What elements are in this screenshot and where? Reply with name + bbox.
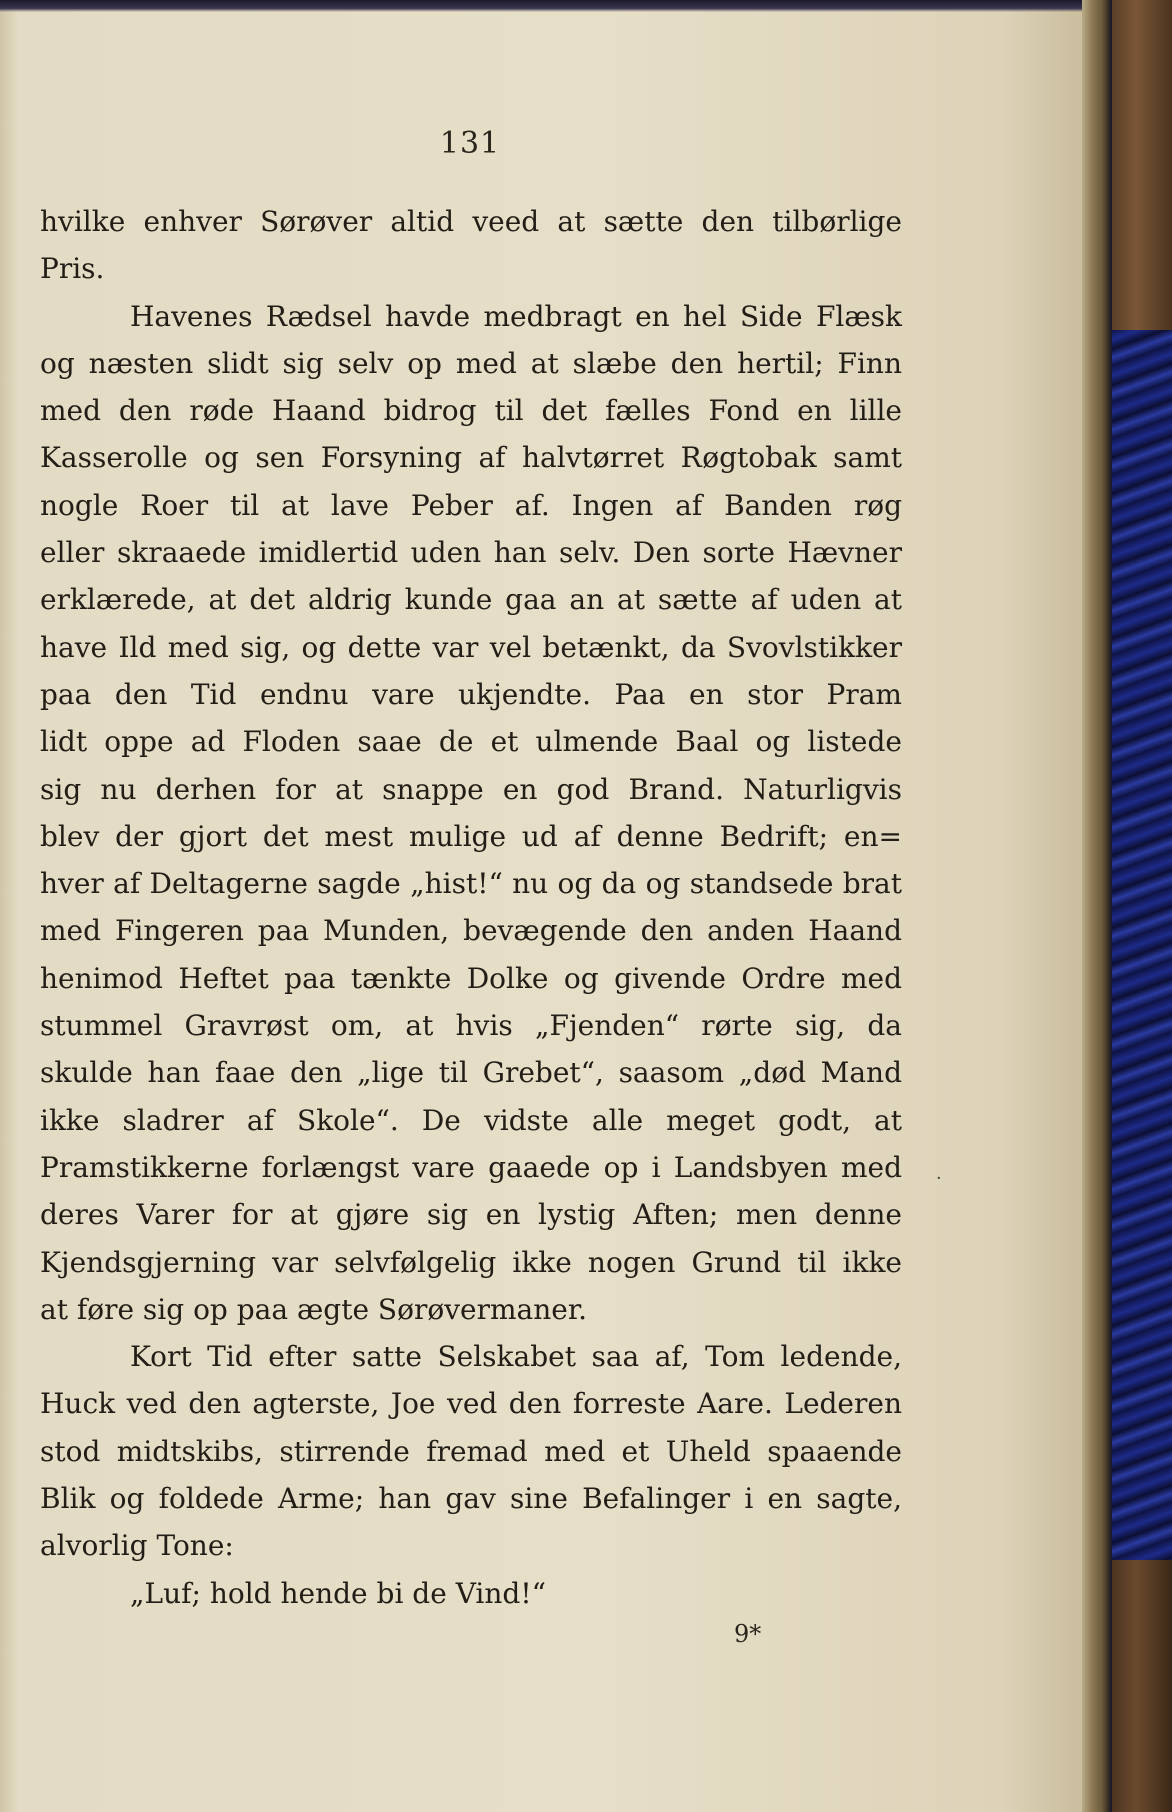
page-number: 131 xyxy=(439,126,501,161)
text-line: Kort Tid efter satte Selskabet saa af, Tom ledende, xyxy=(130,1340,902,1374)
text-line: og næsten slidt sig selv op med at slæbe den hertil; Finn xyxy=(40,346,902,380)
text-line: Kjendsgjerning var selvfølgelig ikke nogen Grund til ikke xyxy=(40,1245,902,1279)
text-line: „Luf; hold hende bi de Vind!“ xyxy=(130,1576,546,1610)
text-line: alvorlig Tone: xyxy=(40,1529,234,1563)
top-edge-shadow xyxy=(0,0,1172,12)
binding-leather-bottom xyxy=(1112,1560,1172,1812)
text-line: lidt oppe ad Floden saae de et ulmende Baal og listede xyxy=(40,725,902,759)
text-line: Blik og foldede Arme; han gav sine Befalinger i en sagte, xyxy=(40,1482,902,1516)
text-line: erklærede, at det aldrig kunde gaa an at sætte af uden at xyxy=(40,583,902,617)
text-line: paa den Tid endnu vare ukjendte. Paa en stor Pram xyxy=(40,677,902,711)
text-line: Kasserolle og sen Forsyning af halvtørret Røgtobak samt xyxy=(40,441,902,475)
text-line: deres Varer for at gjøre sig en lystig Aften; men denne xyxy=(40,1198,902,1232)
text-line: Pramstikkerne forlængst vare gaaede op i Landsbyen med xyxy=(40,1150,902,1184)
text-line: eller skraaede imidlertid uden han selv. Den sorte Hævner xyxy=(40,536,902,570)
text-line: med Fingeren paa Munden, bevægende den anden Haand xyxy=(40,914,902,948)
page-text xyxy=(40,198,902,1617)
text-line: hver af Deltagerne sagde „hist!“ nu og da og standsede brat xyxy=(40,867,902,901)
text-line: ikke sladrer af Skole“. De vidste alle meget godt, at xyxy=(40,1103,902,1137)
text-line: Havenes Rædsel havde medbragt en hel Side Flæsk xyxy=(130,299,902,333)
text-line: med den røde Haand bidrog til det fælles Fond en lille xyxy=(40,394,902,428)
binding-leather-top xyxy=(1112,0,1172,330)
text-line: nogle Roer til at lave Peber af. Ingen af Banden røg xyxy=(40,488,902,522)
text-line: Pris. xyxy=(40,252,105,286)
binding-marbled-cover xyxy=(1112,330,1172,1570)
text-line: have Ild med sig, og dette var vel betænkt, da Svovlstikker xyxy=(40,630,902,664)
margin-mark: · xyxy=(936,1168,942,1189)
text-line: stummel Gravrøst om, at hvis „Fjenden“ rørte sig, da xyxy=(40,1009,902,1043)
printer-signature: 9* xyxy=(734,1620,762,1648)
text-line: skulde han faae den „lige til Grebet“, saasom „død Mand xyxy=(40,1056,902,1090)
text-line: blev der gjort det mest mulige ud af denne Bedrift; en= xyxy=(40,819,902,853)
text-line: Huck ved den agterste, Joe ved den forreste Aare. Lederen xyxy=(40,1387,902,1421)
text-line: sig nu derhen for at snappe en god Brand. Naturligvis xyxy=(40,772,902,806)
text-line: stod midtskibs, stirrende fremad med et Uheld spaaende xyxy=(40,1434,902,1468)
text-line: hvilke enhver Sørøver altid veed at sætte den tilbørlige xyxy=(40,205,902,238)
text-line: at føre sig op paa ægte Sørøvermaner. xyxy=(40,1292,588,1326)
text-line: henimod Heftet paa tænkte Dolke og givende Ordre med xyxy=(40,961,902,995)
